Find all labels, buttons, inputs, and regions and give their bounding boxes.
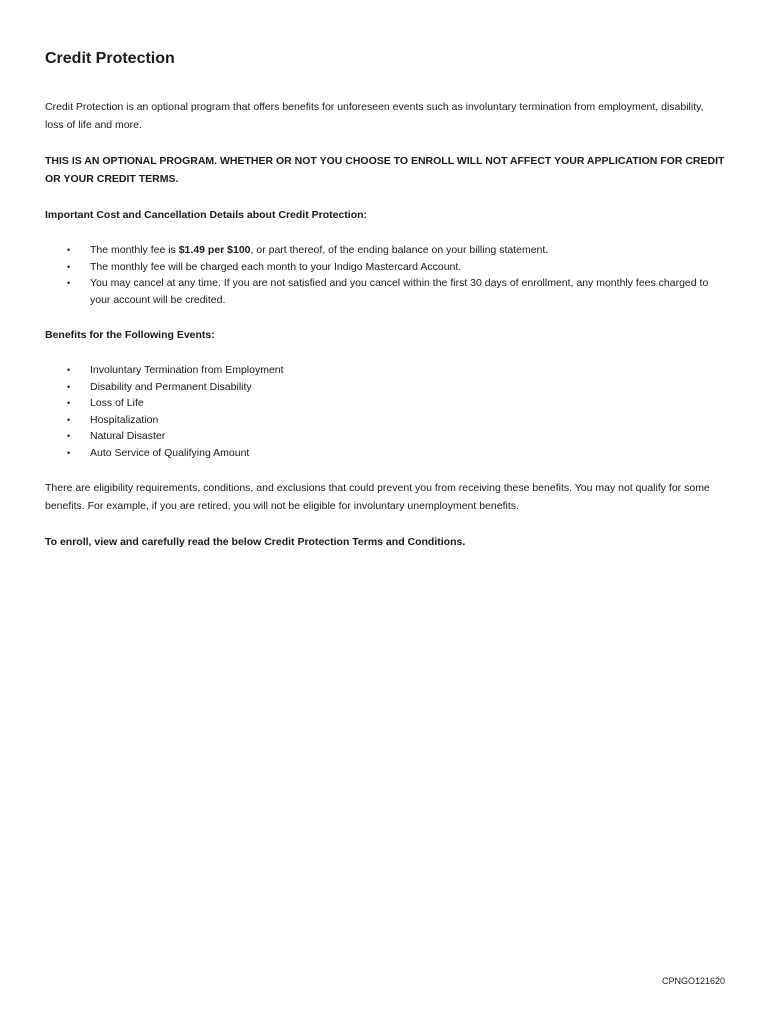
benefits-list [45, 362, 725, 461]
benefit-label: Loss of Life [90, 397, 144, 409]
bullet-icon: • [67, 398, 71, 408]
bullet-icon: • [67, 261, 71, 272]
cost-list [45, 242, 725, 308]
bullet-icon: • [67, 381, 71, 392]
cancel-text: You may cancel at any time. If you are not satisfied and you cancel within the first 30 days of enrollment, any monthly fees charged to your account will be credited. [90, 277, 709, 306]
benefit-label: Hospitalization [90, 413, 159, 426]
bullet-icon: • [67, 431, 71, 441]
document-code: CPNGO121620 [661, 976, 725, 986]
list-item [45, 379, 725, 396]
list-item [45, 445, 725, 462]
benefit-label: Involuntary Termination from Employment [90, 364, 284, 376]
intro-paragraph: Credit Protection is an optional program that offers benefits for unforeseen events such as involuntary termination from employment, disability, loss of life and more. [45, 101, 704, 131]
fee-amount: $1.49 per $100 [178, 244, 251, 256]
bullet-icon: • [67, 245, 71, 255]
bullet-icon: • [67, 365, 71, 375]
eligibility-paragraph: There are eligibility requirements, conditions, and exclusions that could prevent you from receiving these benefits. You may not qualify for some benefits. For example, if you are retired, you will not be eligible for involuntary unemployment benefits. [45, 482, 710, 512]
list-item [45, 275, 725, 308]
benefit-label: Auto Service of Qualifying Amount [90, 446, 250, 459]
list-item [45, 259, 725, 276]
list-item [45, 428, 725, 445]
cost-heading: Important Cost and Cancellation Details about Credit Protection: [45, 209, 368, 221]
benefit-label: Natural Disaster [90, 430, 166, 442]
fee-suffix: , or part thereof, of the ending balance on your billing statement. [250, 244, 549, 256]
benefit-label: Disability and Permanent Disability [90, 380, 252, 393]
bullet-icon: • [67, 278, 71, 288]
benefits-heading: Benefits for the Following Events: [45, 329, 215, 341]
enroll-note: To enroll, view and carefully read the below Credit Protection Terms and Conditions. [45, 536, 466, 548]
list-item [45, 242, 725, 259]
list-item [45, 412, 725, 429]
bullet-icon: • [67, 447, 71, 458]
charged-text: The monthly fee will be charged each month to your Indigo Mastercard Account. [90, 260, 462, 273]
document-page [45, 48, 725, 569]
fee-prefix: The monthly fee is [90, 244, 179, 256]
bullet-icon: • [67, 414, 71, 425]
list-item [45, 362, 725, 379]
list-item [45, 395, 725, 412]
page-title: Credit Protection [45, 50, 175, 67]
optional-program-notice: THIS IS AN OPTIONAL PROGRAM. WHETHER OR NOT YOU CHOOSE TO ENROLL WILL NOT AFFECT YOUR APPLICATION FOR CREDIT OR YOUR CREDIT TERMS. [45, 155, 725, 185]
